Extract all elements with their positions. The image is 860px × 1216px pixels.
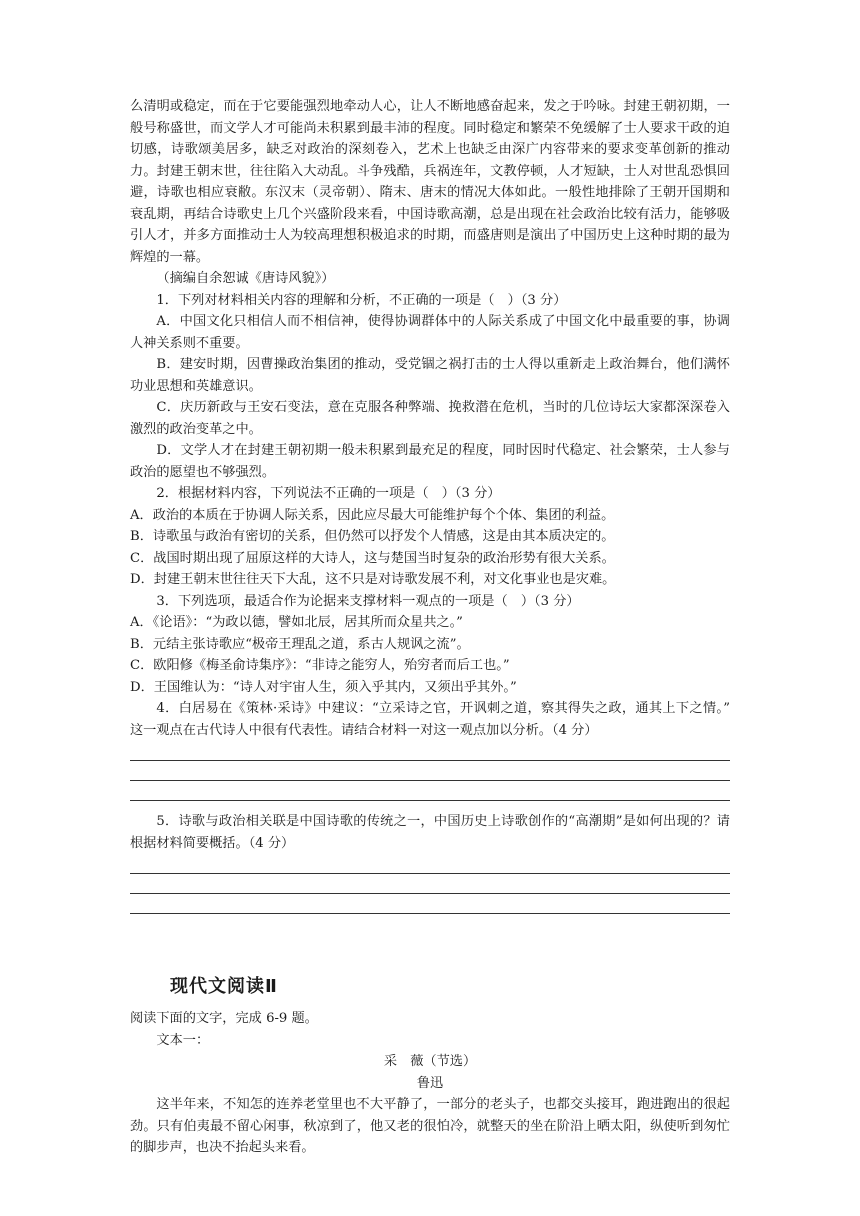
answer-line[interactable]: [130, 874, 730, 894]
question-2-option-d: D．封建王朝末世往往天下大乱，这不只是对诗歌发展不利，对文化事业也是灾难。: [130, 572, 616, 587]
question-3-option-a: A．《论语》：“为政以德，譬如北辰，居其所而众星共之。”: [130, 615, 463, 630]
question-2-stem: 2．根据材料内容，下列说法不正确的一项是（ ）（3 分）: [156, 486, 501, 501]
question-1-option-a: A．中国文化只相信人而不相信神，使得协调群体中的人际关系成了中国文化中最重要的事，协调人神关系则不重要。: [130, 314, 730, 351]
passage-paragraph: 么清明或稳定，而在于它要能强烈地牵动人心，让人不断地感奋起来，发之于吟咏。封建王朝初期，一般号称盛世，而文学人才可能尚未积累到最丰沛的程度。同时稳定和繁荣不免缓解了士人要求干政的迫切感，诗歌颂美居多，缺乏对政治的深刻卷入，艺术上也缺乏由深广内容带来的要求变革创新的推动力。封建王朝末世，往往陷入大动乱。斗争残酷，兵祸连年，文教停顿，人才短缺，士人对世乱恐惧回避，诗歌也相应衰敝。东汉末（灵帝朝）、隋末、唐末的情况大体如此。一般性地排除了王朝开国期和衰乱期，再结合诗歌史上几个兴盛阶段来看，中国诗歌高潮，总是出现在社会政治比较有活力，能够吸引人才，并多方面推动士人为较高理想积极追求的时期，而盛唐则是演出了中国历史上这种时期的最为辉煌的一幕。: [130, 99, 730, 265]
answer-line[interactable]: [130, 781, 730, 801]
work-title: 采 薇（节选）: [383, 1054, 477, 1069]
question-1-option-b: B．建安时期，因曹操政治集团的推动，受党锢之祸打击的士人得以重新走上政治舞台，他们满怀功业思想和英雄意识。: [130, 357, 730, 394]
work-author: 鲁迅: [416, 1075, 444, 1091]
question-1-option-d: D．文学人才在封建王朝初期一般未积累到最充足的程度，同时因时代稳定、社会繁荣，士人参与政治的愿望也不够强烈。: [130, 443, 730, 480]
document-page: [130, 96, 730, 1159]
answer-line[interactable]: [130, 761, 730, 781]
passage-source: （摘编自余恕诚《唐诗风貌》）: [156, 271, 335, 286]
question-5: 5．诗歌与政治相关联是中国诗歌的传统之一，中国历史上诗歌创作的“高潮期”是如何出现的？请根据材料简要概括。（4 分）: [130, 814, 730, 851]
answer-line[interactable]: [130, 741, 730, 761]
section-title: 现代文阅读Ⅱ: [170, 976, 278, 997]
answer-line[interactable]: [130, 854, 730, 874]
story-paragraph: 这半年来，不知怎的连养老堂里也不大平静了，一部分的老头子，也都交头接耳，跑进跑出的很起劲。只有伯夷最不留心闲事，秋凉到了，他又老的很怕冷，就整天的坐在阶沿上晒太阳，纵使听到匆忙的脚步声，也决不抬起头来看。: [130, 1097, 730, 1155]
question-3-option-c: C．欧阳修《梅圣俞诗集序》：“非诗之能穷人，殆穷者而后工也。”: [130, 658, 510, 673]
question-3-option-b: B．元结主张诗歌应“极帝王理乱之道，系古人规讽之流”。: [130, 636, 470, 652]
section-instruction: 阅读下面的文字，完成 6-9 题。: [130, 1011, 318, 1026]
answer-line[interactable]: [130, 894, 730, 914]
question-2-option-b: B．诗歌虽与政治有密切的关系，但仍然可以抒发个人情感，这是由其本质决定的。: [130, 529, 615, 544]
question-1-option-c: C．庆历新政与王安石变法，意在克服各种弊端、挽救潜在危机，当时的几位诗坛大家都深深卷入激烈的政治变革之中。: [130, 400, 730, 437]
text-label: 文本一：: [156, 1032, 210, 1048]
question-3-option-d: D．王国维认为：“诗人对宇宙人生，须入乎其内，又须出乎其外。”: [130, 679, 517, 695]
question-2-option-c: C．战国时期出现了屈原这样的大诗人，这与楚国当时复杂的政治形势有很大关系。: [130, 550, 615, 566]
question-4: 4．白居易在《策林·采诗》中建议：“立采诗之官，开讽刺之道，察其得失之政，通其上下之情。” 这一观点在古代诗人中很有代表性。请结合材料一对这一观点加以分析。（4 分）: [130, 701, 730, 738]
question-2-option-a: A．政治的本质在于协调人际关系，因此应尽最大可能维护每个个体、集团的利益。: [130, 507, 615, 523]
question-1-stem: 1．下列对材料相关内容的理解和分析，不正确的一项是（ ）（3 分）: [156, 292, 567, 308]
question-3-stem: 3．下列选项，最适合作为论据来支撑材料一观点的一项是（ ）（3 分）: [156, 593, 580, 609]
